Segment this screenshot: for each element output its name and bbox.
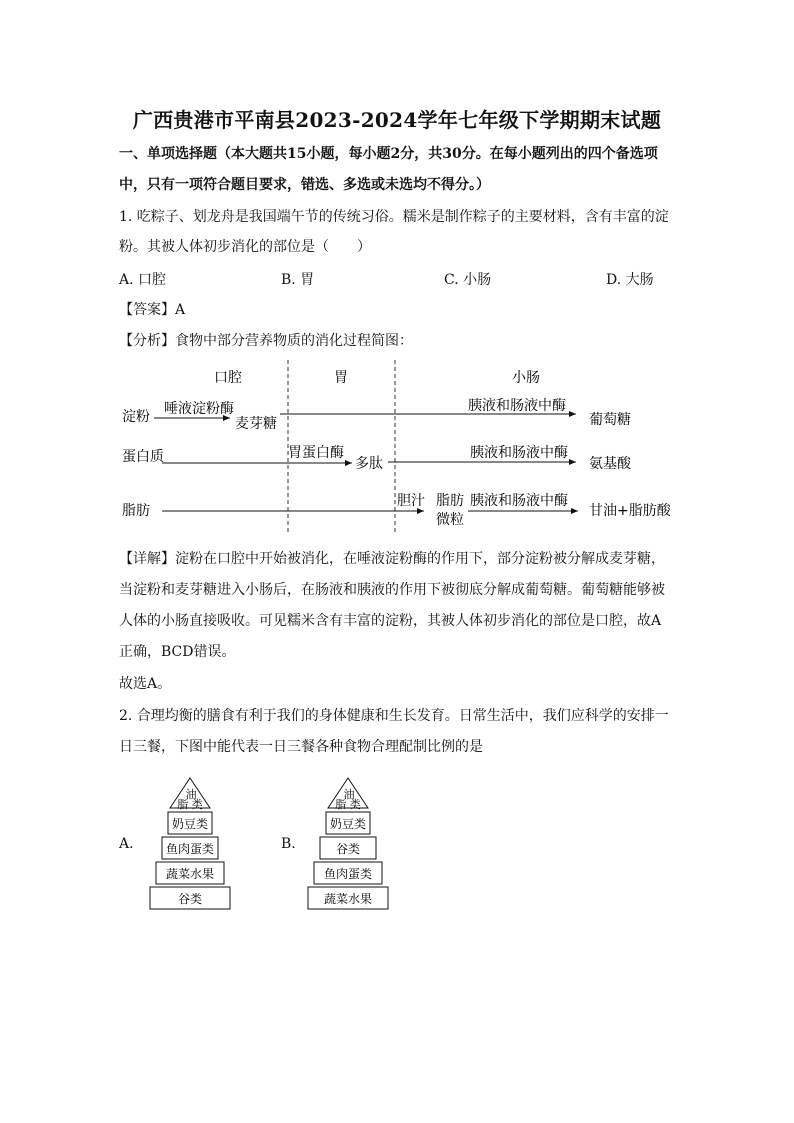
pyramid-a-level-2: 鱼肉蛋类 (165, 842, 215, 856)
salivary-amylase-label: 唾液淀粉酶 (164, 401, 234, 417)
bile-label: 胆汁 (397, 493, 425, 509)
fat-droplet-label-2: 微粒 (436, 512, 464, 528)
q1-conclusion: 故选A。 (119, 676, 172, 692)
protein-label: 蛋白质 (122, 449, 164, 465)
q1-stem-line1: 1. 吃粽子、划龙舟是我国端午节的传统习俗。糯米是制作粽子的主要材料，含有丰富的淀 (119, 209, 669, 225)
food-pyramid-b (306, 776, 390, 912)
q2-option-a-label: A. (119, 836, 134, 852)
pyramid-b-level-3: 鱼肉蛋类 (323, 867, 373, 881)
polypeptide-label: 多肽 (355, 456, 383, 472)
page-title: 广西贵港市平南县2023-2024学年七年级下学期期末试题 (132, 108, 662, 132)
q1-option-c: C. 小肠 (444, 272, 492, 288)
q1-answer: 【答案】A (119, 302, 186, 318)
pyramid-b-oil: 油 (343, 788, 355, 801)
q1-analysis: 【分析】食物中部分营养物质的消化过程简图： (119, 333, 413, 349)
pyramid-a-level-4: 谷类 (177, 892, 203, 906)
q1-detail-line2: 当淀粉和麦芽糖进入小肠后，在肠液和胰液的作用下被彻底分解成葡萄糖。葡萄糖能够被 (119, 582, 665, 598)
pyramid-b-fat: 脂 类 (335, 798, 361, 811)
pepsin-label: 胃蛋白酶 (288, 445, 344, 461)
q2-option-b-label: B. (281, 836, 296, 852)
pyramid-a-level-3: 蔬菜水果 (165, 867, 215, 881)
pancreatic-intestinal-enzymes-label-2: 胰液和肠液中酶 (470, 445, 568, 461)
starch-label: 淀粉 (122, 409, 150, 425)
section-heading-line1: 一、单项选择题（本大题共15小题，每小题2分，共30分。在每小题列出的四个备选项 (119, 146, 658, 162)
maltose-label: 麦芽糖 (235, 416, 277, 432)
region-small-intestine: 小肠 (512, 370, 540, 386)
region-stomach: 胃 (334, 370, 348, 386)
q1-option-a: A. 口腔 (119, 272, 167, 288)
section-heading-line2: 中，只有一项符合题目要求，错选、多选或未选均不得分。） (119, 177, 490, 193)
pyramid-b-level-2: 谷类 (335, 842, 361, 856)
pancreatic-intestinal-enzymes-label-1: 胰液和肠液中酶 (468, 398, 566, 414)
fat-label: 脂肪 (122, 503, 150, 519)
q2-stem-line2: 日三餐，下图中能代表一日三餐各种食物合理配制比例的是 (119, 739, 483, 755)
digestion-diagram (118, 360, 678, 535)
pyramid-a-fat: 脂 类 (177, 798, 203, 811)
pyramid-a-oil: 油 (185, 788, 197, 801)
region-mouth: 口腔 (214, 370, 242, 386)
q1-detail-line3: 人体的小肠直接吸收。可见糯米含有丰富的淀粉，其被人体初步消化的部位是口腔，故A (119, 613, 662, 629)
q2-stem-line1: 2. 合理均衡的膳食有利于我们的身体健康和生长发育。日常生活中，我们应科学的安排一 (119, 708, 669, 724)
pyramid-b-level-4: 蔬菜水果 (323, 892, 373, 906)
pyramid-a-level-1: 奶豆类 (171, 817, 209, 831)
glycerol-fatty-acid-label: 甘油+脂肪酸 (589, 503, 671, 519)
q1-option-b: B. 胃 (281, 272, 315, 288)
q1-detail-line4: 正确，BCD错误。 (119, 644, 236, 660)
glucose-label: 葡萄糖 (589, 412, 631, 428)
q1-option-d: D. 大肠 (606, 272, 654, 288)
pancreatic-intestinal-enzymes-label-3: 胰液和肠液中酶 (470, 493, 568, 509)
q1-stem-line2: 粉。其被人体初步消化的部位是（ ） (119, 239, 371, 255)
amino-acid-label: 氨基酸 (589, 456, 631, 472)
q1-detail-line1: 【详解】淀粉在口腔中开始被消化，在唾液淀粉酶的作用下，部分淀粉被分解成麦芽糖， (119, 551, 665, 567)
fat-droplet-label-1: 脂肪 (436, 493, 464, 509)
pyramid-b-level-1: 奶豆类 (329, 817, 367, 831)
food-pyramid-a (148, 776, 232, 912)
